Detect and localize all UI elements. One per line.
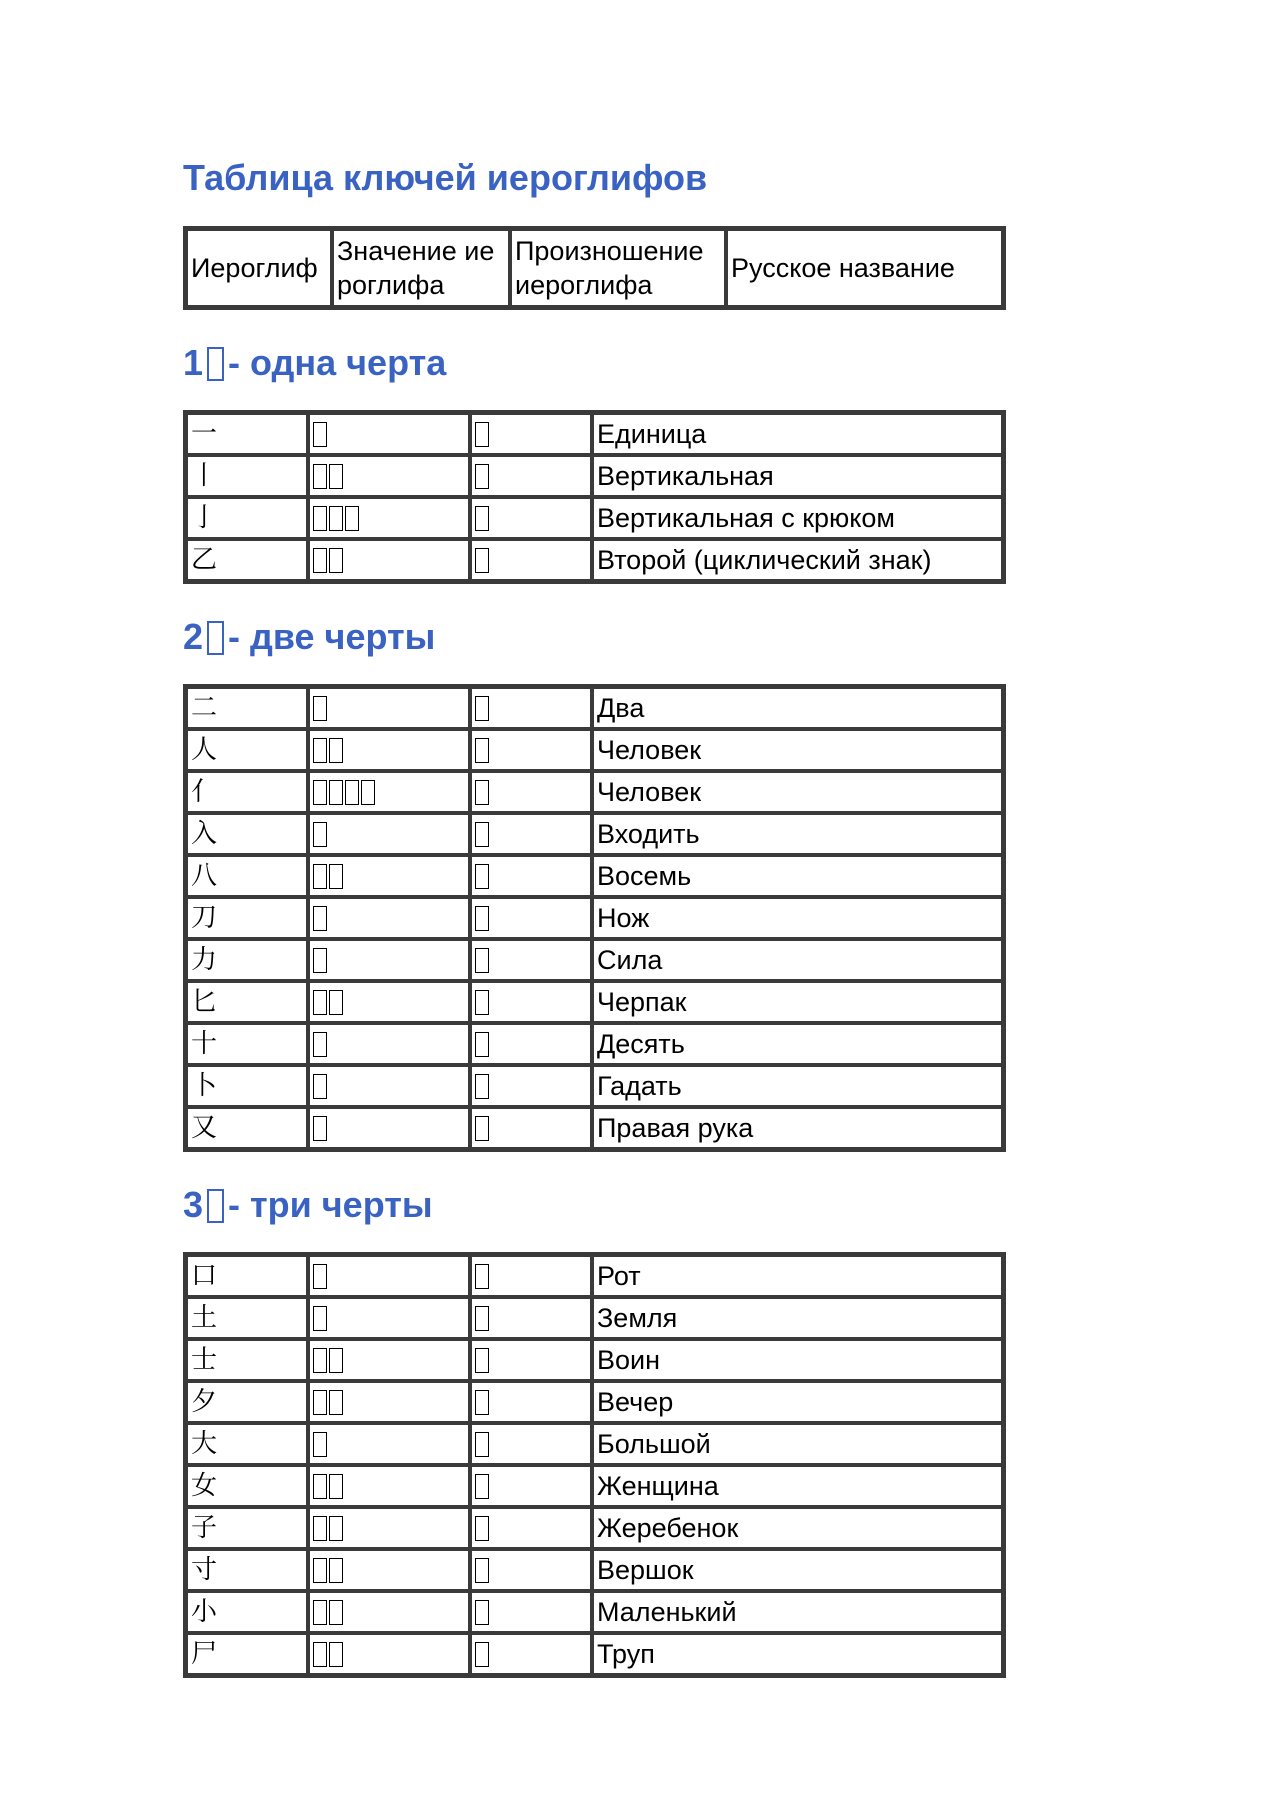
radical-russian-name: Большой	[592, 1423, 1003, 1465]
header-table	[183, 226, 1006, 310]
missing-glyph-icon	[329, 464, 343, 489]
missing-glyph-icon	[475, 780, 489, 805]
radical-russian-name: Два	[592, 687, 1003, 729]
missing-glyph-icon	[329, 1474, 343, 1499]
header-reading: Произношение иероглифа	[510, 229, 726, 307]
radical-glyph: 二	[186, 687, 308, 729]
radical-glyph: 一	[186, 413, 308, 455]
radical-meaning	[308, 1339, 470, 1381]
section-number: 1	[183, 342, 204, 383]
table-row	[186, 813, 1003, 855]
radical-glyph: 子	[186, 1507, 308, 1549]
missing-glyph-icon	[345, 780, 359, 805]
radical-glyph: 刀	[186, 897, 308, 939]
radical-reading	[470, 1507, 592, 1549]
radical-reading	[470, 1549, 592, 1591]
table-row	[186, 455, 1003, 497]
radicals-table	[183, 684, 1006, 1152]
radical-reading	[470, 1633, 592, 1675]
table-row	[186, 539, 1003, 581]
missing-glyph-icon	[329, 1642, 343, 1667]
missing-glyph-icon	[329, 548, 343, 573]
radical-meaning	[308, 1381, 470, 1423]
radical-reading	[470, 497, 592, 539]
section-label: - одна черта	[228, 342, 447, 383]
radical-russian-name: Гадать	[592, 1065, 1003, 1107]
radical-russian-name: Входить	[592, 813, 1003, 855]
table-row	[186, 1297, 1003, 1339]
missing-glyph-icon	[475, 1600, 489, 1625]
missing-glyph-icon	[475, 822, 489, 847]
radical-russian-name: Восемь	[592, 855, 1003, 897]
table-row	[186, 1255, 1003, 1297]
missing-glyph-icon	[361, 780, 375, 805]
table-row	[186, 981, 1003, 1023]
table-row	[186, 1465, 1003, 1507]
header-glyph: Иероглиф	[186, 229, 332, 307]
missing-glyph-icon	[475, 1032, 489, 1057]
table-row	[186, 897, 1003, 939]
table-row	[186, 855, 1003, 897]
radical-russian-name: Земля	[592, 1297, 1003, 1339]
radical-russian-name: Воин	[592, 1339, 1003, 1381]
missing-glyph-icon	[313, 1474, 327, 1499]
missing-glyph-icon	[329, 1558, 343, 1583]
missing-glyph-icon	[475, 1390, 489, 1415]
missing-glyph-icon	[313, 1348, 327, 1373]
radical-glyph: 小	[186, 1591, 308, 1633]
table-row	[186, 729, 1003, 771]
radical-glyph: 丨	[186, 455, 308, 497]
radical-reading	[470, 897, 592, 939]
missing-glyph-icon	[313, 1116, 327, 1141]
radical-reading	[470, 1023, 592, 1065]
radical-meaning	[308, 1633, 470, 1675]
table-row	[186, 413, 1003, 455]
radical-meaning	[308, 413, 470, 455]
missing-glyph-icon	[329, 864, 343, 889]
radical-reading	[470, 687, 592, 729]
radical-russian-name: Человек	[592, 729, 1003, 771]
radical-glyph: 力	[186, 939, 308, 981]
radical-meaning	[308, 539, 470, 581]
radical-russian-name: Труп	[592, 1633, 1003, 1675]
missing-glyph-icon	[207, 621, 224, 655]
header-row	[186, 229, 1003, 307]
section-heading	[183, 338, 1000, 388]
table-row	[186, 1107, 1003, 1149]
missing-glyph-icon	[329, 990, 343, 1015]
missing-glyph-icon	[313, 506, 327, 531]
radical-reading	[470, 813, 592, 855]
missing-glyph-icon	[207, 1189, 224, 1223]
section-label: - три черты	[228, 1184, 433, 1225]
missing-glyph-icon	[329, 1600, 343, 1625]
radical-meaning	[308, 855, 470, 897]
radical-russian-name: Второй (циклический знак)	[592, 539, 1003, 581]
section-heading	[183, 612, 1000, 662]
missing-glyph-icon	[329, 780, 343, 805]
radical-meaning	[308, 1065, 470, 1107]
radical-glyph: 口	[186, 1255, 308, 1297]
radical-reading	[470, 1297, 592, 1339]
table-row	[186, 1339, 1003, 1381]
table-row	[186, 1591, 1003, 1633]
radical-meaning	[308, 813, 470, 855]
sections-container	[183, 338, 1000, 1678]
missing-glyph-icon	[313, 422, 327, 447]
missing-glyph-icon	[475, 464, 489, 489]
radical-glyph: 夕	[186, 1381, 308, 1423]
radical-reading	[470, 1255, 592, 1297]
radical-russian-name: Десять	[592, 1023, 1003, 1065]
missing-glyph-icon	[329, 1348, 343, 1373]
radical-glyph: 十	[186, 1023, 308, 1065]
radical-glyph: 女	[186, 1465, 308, 1507]
table-row	[186, 771, 1003, 813]
missing-glyph-icon	[207, 347, 224, 381]
radical-russian-name: Маленький	[592, 1591, 1003, 1633]
radicals-table	[183, 1252, 1006, 1678]
missing-glyph-icon	[329, 506, 343, 531]
missing-glyph-icon	[313, 990, 327, 1015]
radical-reading	[470, 1591, 592, 1633]
radical-meaning	[308, 1591, 470, 1633]
radical-russian-name: Жеребенок	[592, 1507, 1003, 1549]
missing-glyph-icon	[313, 1558, 327, 1583]
missing-glyph-icon	[475, 1516, 489, 1541]
missing-glyph-icon	[313, 780, 327, 805]
radical-meaning	[308, 1023, 470, 1065]
radical-glyph: 匕	[186, 981, 308, 1023]
radical-reading	[470, 1465, 592, 1507]
missing-glyph-icon	[313, 1516, 327, 1541]
missing-glyph-icon	[475, 1074, 489, 1099]
radical-reading	[470, 1381, 592, 1423]
missing-glyph-icon	[313, 906, 327, 931]
section-heading	[183, 1180, 1000, 1230]
radical-meaning	[308, 729, 470, 771]
missing-glyph-icon	[475, 1642, 489, 1667]
radical-reading	[470, 729, 592, 771]
missing-glyph-icon	[313, 1306, 327, 1331]
missing-glyph-icon	[313, 548, 327, 573]
missing-glyph-icon	[313, 822, 327, 847]
header-russian-name: Русское название	[726, 229, 1003, 307]
table-row	[186, 497, 1003, 539]
missing-glyph-icon	[313, 696, 327, 721]
section-number: 3	[183, 1184, 204, 1225]
radical-glyph: 人	[186, 729, 308, 771]
missing-glyph-icon	[313, 1600, 327, 1625]
missing-glyph-icon	[313, 1642, 327, 1667]
radical-reading	[470, 413, 592, 455]
radical-reading	[470, 1339, 592, 1381]
table-row	[186, 687, 1003, 729]
radical-russian-name: Черпак	[592, 981, 1003, 1023]
radical-meaning	[308, 1465, 470, 1507]
radical-russian-name: Вертикальная	[592, 455, 1003, 497]
radical-russian-name: Нож	[592, 897, 1003, 939]
missing-glyph-icon	[475, 948, 489, 973]
missing-glyph-icon	[475, 1474, 489, 1499]
radical-reading	[470, 455, 592, 497]
radical-reading	[470, 939, 592, 981]
missing-glyph-icon	[475, 422, 489, 447]
radical-glyph: 卜	[186, 1065, 308, 1107]
radical-reading	[470, 1065, 592, 1107]
table-row	[186, 1507, 1003, 1549]
missing-glyph-icon	[475, 864, 489, 889]
radical-reading	[470, 1423, 592, 1465]
radical-reading	[470, 1107, 592, 1149]
missing-glyph-icon	[475, 738, 489, 763]
radical-glyph: 尸	[186, 1633, 308, 1675]
radical-meaning	[308, 897, 470, 939]
radical-glyph: 乙	[186, 539, 308, 581]
missing-glyph-icon	[475, 1348, 489, 1373]
missing-glyph-icon	[475, 506, 489, 531]
missing-glyph-icon	[313, 1074, 327, 1099]
radicals-table	[183, 410, 1006, 584]
table-row	[186, 1065, 1003, 1107]
radical-russian-name: Правая рука	[592, 1107, 1003, 1149]
radical-russian-name: Женщина	[592, 1465, 1003, 1507]
missing-glyph-icon	[475, 1306, 489, 1331]
section-label: - две черты	[228, 616, 436, 657]
document-page	[183, 150, 1000, 1678]
table-row	[186, 1549, 1003, 1591]
radical-russian-name: Единица	[592, 413, 1003, 455]
table-row	[186, 1423, 1003, 1465]
radical-glyph: 大	[186, 1423, 308, 1465]
table-row	[186, 939, 1003, 981]
missing-glyph-icon	[475, 548, 489, 573]
radical-reading	[470, 771, 592, 813]
missing-glyph-icon	[329, 738, 343, 763]
table-row	[186, 1023, 1003, 1065]
radical-reading	[470, 855, 592, 897]
radical-meaning	[308, 1297, 470, 1339]
missing-glyph-icon	[313, 864, 327, 889]
missing-glyph-icon	[475, 990, 489, 1015]
radical-glyph: 亻	[186, 771, 308, 813]
table-row	[186, 1381, 1003, 1423]
missing-glyph-icon	[313, 738, 327, 763]
radical-meaning	[308, 1507, 470, 1549]
missing-glyph-icon	[329, 1390, 343, 1415]
radical-russian-name: Рот	[592, 1255, 1003, 1297]
radical-meaning	[308, 1423, 470, 1465]
radical-russian-name: Вершок	[592, 1549, 1003, 1591]
missing-glyph-icon	[475, 906, 489, 931]
radical-meaning	[308, 687, 470, 729]
missing-glyph-icon	[475, 696, 489, 721]
missing-glyph-icon	[313, 1390, 327, 1415]
radical-reading	[470, 981, 592, 1023]
missing-glyph-icon	[475, 1432, 489, 1457]
radical-meaning	[308, 1549, 470, 1591]
radical-glyph: 士	[186, 1339, 308, 1381]
radical-meaning	[308, 771, 470, 813]
missing-glyph-icon	[313, 1264, 327, 1289]
table-row	[186, 1633, 1003, 1675]
radical-russian-name: Вечер	[592, 1381, 1003, 1423]
radical-meaning	[308, 497, 470, 539]
missing-glyph-icon	[313, 1032, 327, 1057]
radical-russian-name: Вертикальная с крюком	[592, 497, 1003, 539]
missing-glyph-icon	[475, 1116, 489, 1141]
radical-glyph: 八	[186, 855, 308, 897]
radical-glyph: 又	[186, 1107, 308, 1149]
radical-meaning	[308, 1107, 470, 1149]
radical-meaning	[308, 939, 470, 981]
header-meaning: Значение иероглифа	[332, 229, 510, 307]
section-number: 2	[183, 616, 204, 657]
missing-glyph-icon	[345, 506, 359, 531]
missing-glyph-icon	[313, 948, 327, 973]
radical-glyph: 入	[186, 813, 308, 855]
missing-glyph-icon	[313, 464, 327, 489]
missing-glyph-icon	[475, 1264, 489, 1289]
radical-meaning	[308, 1255, 470, 1297]
radical-reading	[470, 539, 592, 581]
radical-glyph: 寸	[186, 1549, 308, 1591]
radical-glyph: 土	[186, 1297, 308, 1339]
page-title: Таблица ключей иероглифов	[183, 157, 708, 198]
radical-russian-name: Человек	[592, 771, 1003, 813]
radical-meaning	[308, 455, 470, 497]
radical-russian-name: Сила	[592, 939, 1003, 981]
radical-glyph: 亅	[186, 497, 308, 539]
missing-glyph-icon	[313, 1432, 327, 1457]
missing-glyph-icon	[475, 1558, 489, 1583]
radical-meaning	[308, 981, 470, 1023]
missing-glyph-icon	[329, 1516, 343, 1541]
